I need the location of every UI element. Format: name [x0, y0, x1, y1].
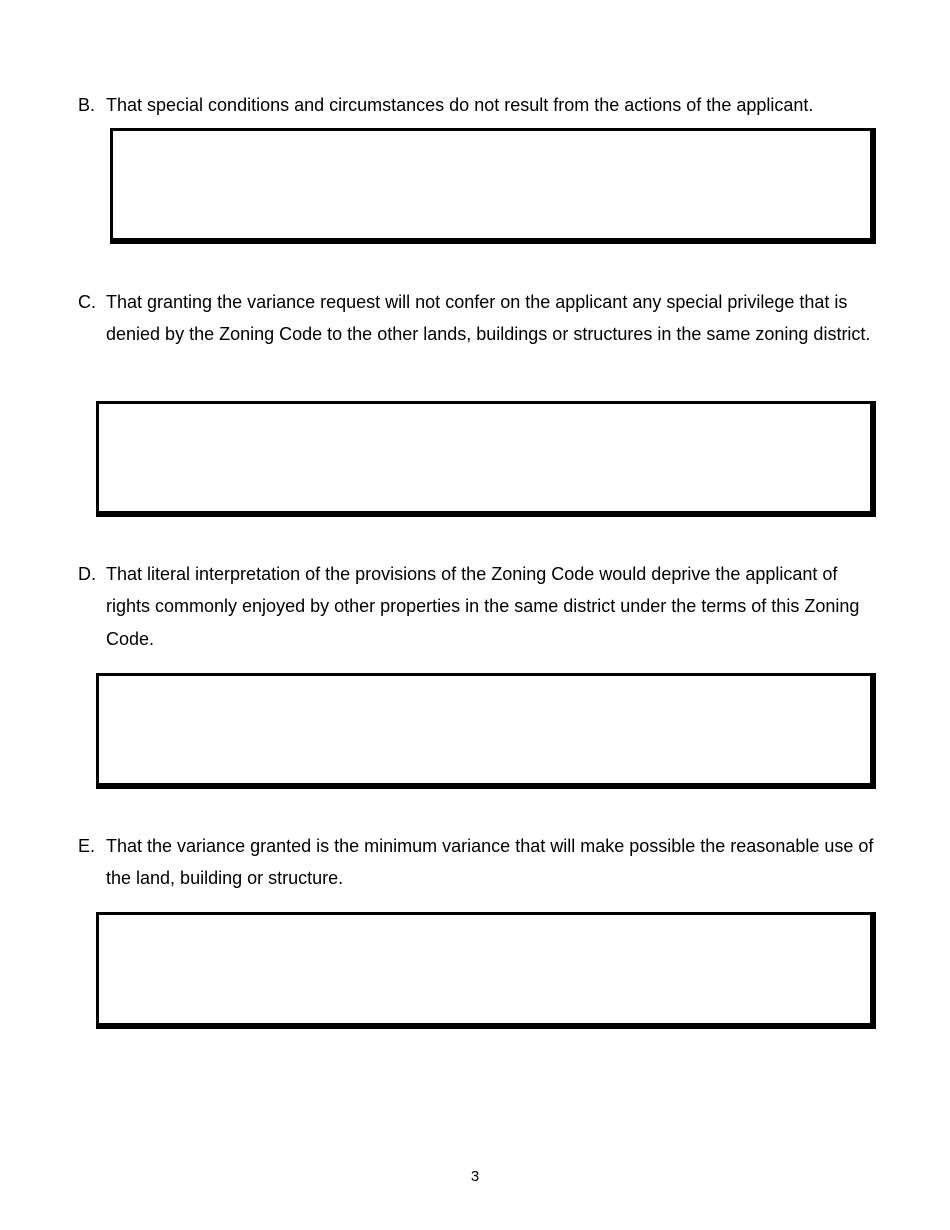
criterion-d-answer-box[interactable]	[96, 673, 876, 789]
criterion-d-text-row	[78, 558, 878, 655]
criterion-c-text-row	[78, 286, 878, 351]
criterion-e-text-row	[78, 830, 878, 895]
criterion-e	[78, 830, 878, 895]
criterion-b-text-row	[78, 89, 878, 121]
criterion-c-answer-box[interactable]	[96, 401, 876, 517]
criterion-b	[78, 89, 878, 121]
criterion-b-answer-box[interactable]	[110, 128, 876, 244]
criterion-c-letter: C.	[78, 292, 96, 312]
criterion-e-statement: That the variance granted is the minimum variance that will make possible the reasonable use of the land, building or structure.	[106, 836, 874, 889]
criterion-d-letter: D.	[78, 564, 96, 584]
criterion-b-statement: That special conditions and circumstances do not result from the actions of the applicant.	[106, 95, 814, 115]
criterion-e-letter: E.	[78, 836, 96, 856]
criterion-c-statement: That granting the variance request will not confer on the applicant any special privilege that is denied by the Zoning Code to the other lands, buildings or structures in the same zoning district.	[106, 292, 871, 345]
criterion-e-answer-box[interactable]	[96, 912, 876, 1029]
criterion-b-letter: B.	[78, 95, 96, 115]
criterion-d-statement: That literal interpretation of the provisions of the Zoning Code would deprive the applicant of rights commonly enjoyed by other properties in the same district under the terms of this Zoning Code.	[106, 564, 860, 649]
criterion-c	[78, 286, 878, 351]
criterion-d	[78, 558, 878, 655]
page-number: 3	[470, 1168, 480, 1185]
